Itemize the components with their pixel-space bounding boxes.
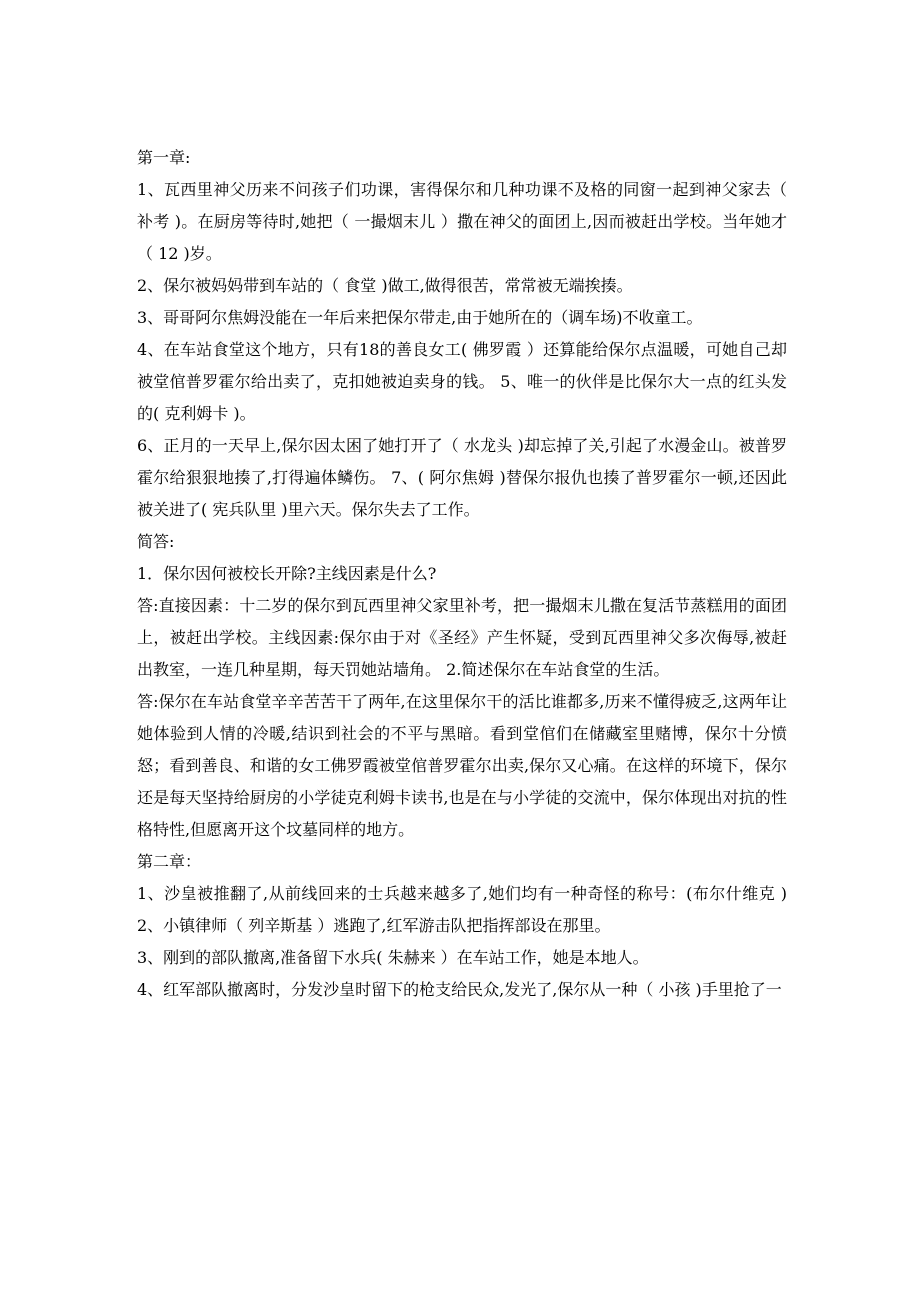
chapter-two-heading: 第二章： [137,852,202,871]
chapter-two-item-3: 3、刚到的部队撤离,准备留下水兵( 朱赫来 ）在车站工作，她是本地人。 [137,948,649,967]
chapter-two-item-1-2: 1、沙皇被推翻了,从前线回来的士兵越来越多了,她们均有一种奇怪的称号：(布尔什维克 ) 2、小镇律师（ 列辛斯基 ）逃跑了,红军游击队把指挥部设在那里。 [137,884,787,935]
chapter-one-item-2: 2、保尔被妈妈带到车站的（ 食堂 )做工,做得很苦，常常被无端挨揍。 [137,276,633,295]
chapter-one-heading: 第一章: [137,148,191,167]
short-answer-question-1: 1．保尔因何被校长开除?主线因素是什么? [137,564,437,583]
chapter-one-item-4-5: 4、在车站食堂这个地方，只有18的善良女工( 佛罗霞 ）还算能给保尔点温暖，可她自己却被堂倌普罗霍尔给出卖了，克扣她被迫卖身的钱。 5、唯一的伙伴是比保尔大一点的红头发的( 克利姆卡 )。 [137,340,787,423]
document-body [137,142,787,1006]
short-answer-answer-1: 答:直接因素：十二岁的保尔到瓦西里神父家里补考，把一撮烟末儿撒在复活节蒸糕用的面团上，被赶出学校。主线因素:保尔由于对《圣经》产生怀疑，受到瓦西里神父多次侮辱,被赶出教室，一连几种星期，每天罚她站墙角。 2.简述保尔在车站食堂的生活。 [137,596,787,679]
chapter-one-item-3: 3、哥哥阿尔焦姆没能在一年后来把保尔带走,由于她所在的（调车场)不收童工。 [137,308,703,327]
chapter-one-item-1: 1、瓦西里神父历来不问孩子们功课，害得保尔和几种功课不及格的同窗一起到神父家去（ 补考 )。在厨房等待时,她把（ 一撮烟末儿 ）撒在神父的面团上,因而被赶出学校。当年她才（ 12 )岁。 [137,180,787,263]
chapter-one-item-6-7: 6、正月的一天早上,保尔因太困了她打开了（ 水龙头 )却忘掉了关,引起了水漫金山。被普罗霍尔给狠狠地揍了,打得遍体鳞伤。 7、( 阿尔焦姆 )替保尔报仇也揍了普罗霍尔一顿,还因此被关进了( 宪兵队里 )里六天。保尔失去了工作。 [137,436,787,519]
short-answer-answer-2: 答:保尔在车站食堂辛辛苦苦干了两年,在这里保尔干的活比谁都多,历来不懂得疲乏,这两年让她体验到人情的冷暖,结识到社会的不平与黑暗。看到堂倌们在储藏室里赌博，保尔十分愤怒；看到善良、和谐的女工佛罗霞被堂倌普罗霍尔出卖,保尔又心痛。在这样的环境下，保尔还是每天坚持给厨房的小学徒克利姆卡读书,也是在与小学徒的交流中，保尔体现出对抗的性格特性,但愿离开这个坟墓同样的地方。 [137,692,787,839]
short-answer-heading: 简答: [137,532,175,551]
chapter-two-item-4: 4、红军部队撤离时，分发沙皇时留下的枪支给民众,发光了,保尔从一种（ 小孩 )手里抢了一 [137,980,782,999]
